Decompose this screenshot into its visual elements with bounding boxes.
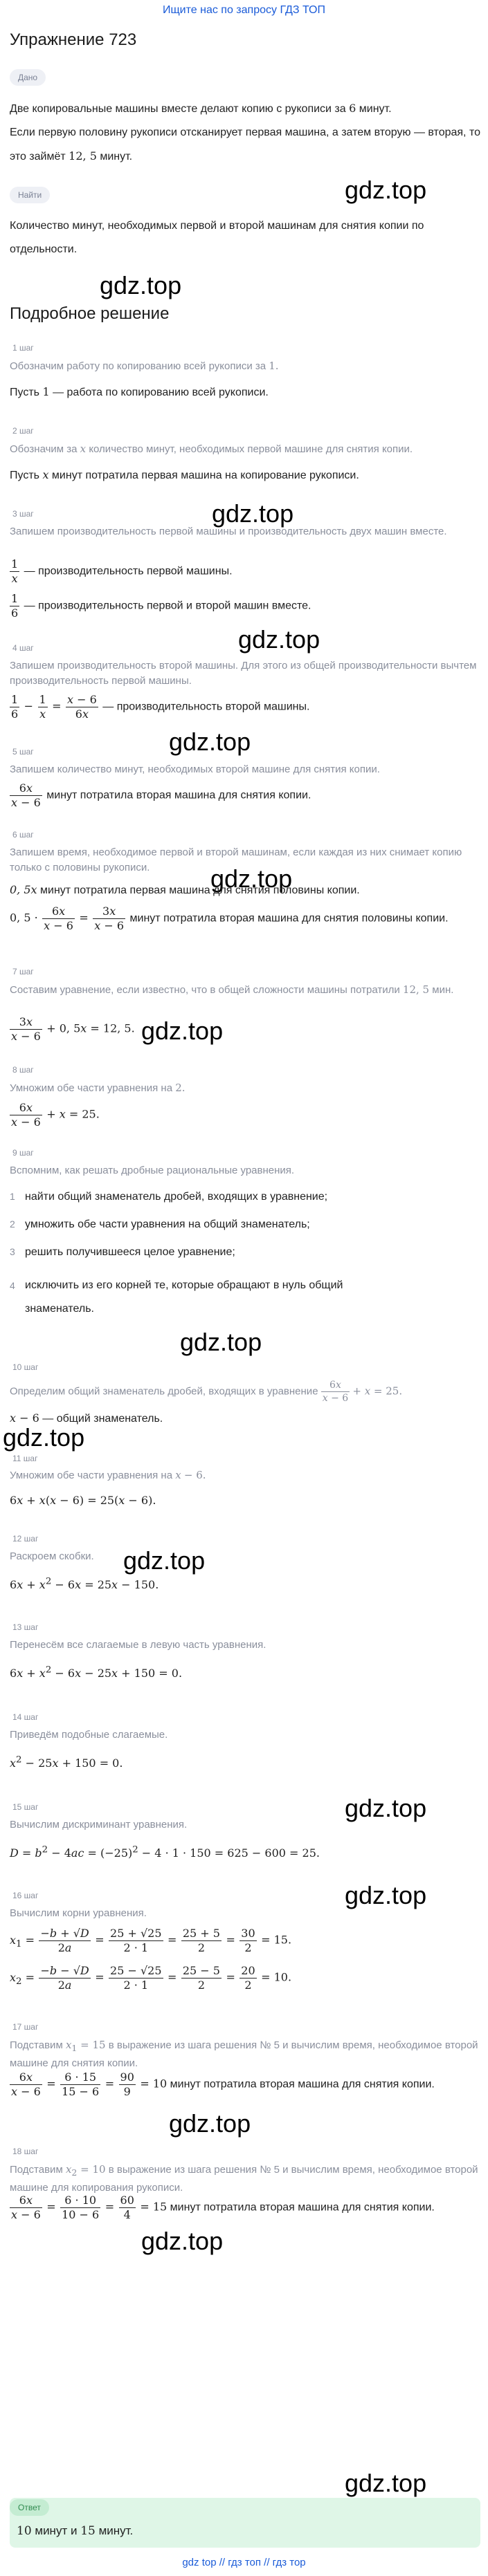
footer-link[interactable]: gdz top // гдз топ // гдз тор <box>182 2557 306 2568</box>
step-11-note: Умножим обе части уравнения на x − 6. <box>10 1469 206 1481</box>
step-1-note: Обозначим работу по копированию всей рукописи за 1. <box>10 360 279 372</box>
step-17-note: Подставим $x_1 = 15$ в выражение из шага решения № 5 и вычислим время, необходимое второй машине для снятия копии. <box>10 2039 478 2069</box>
list-item: 4 исключить из его корней те, которые обращают в нуль общий знаменатель. <box>10 1279 343 1315</box>
solution-title: Подробное решение <box>10 304 170 323</box>
step-15-label: 15 шаг <box>12 1802 39 1812</box>
watermark: gdz.top <box>141 2227 224 2255</box>
step-14-label: 14 шаг <box>12 1712 39 1722</box>
step-16-root-2: $x_2$ = $\frac{-b - √D}{2a}$ = $\frac{25 - √25}{2 \cdot 1}$ = $\frac{25 - 5}{2}$ = $\frac{20}{2}$ = 10. <box>10 1964 292 1992</box>
step-7-equation: $\frac{3x}{x - 6}$ + 0, 5x = 12, 5. <box>11 1015 135 1043</box>
step-7-label: 7 шаг <box>12 967 34 976</box>
step-13-equation: $6x + x^2 - 6x - 25x + 150 = 0$. <box>10 1665 183 1680</box>
step-5-label: 5 шаг <box>12 747 34 757</box>
step-14-note: Приведём подобные слагаемые. <box>10 1729 168 1741</box>
step-2-note: Обозначим за x количество минут, необходимых первой машине для снятия копии. <box>10 443 413 455</box>
watermark: gdz.top <box>345 1881 427 1909</box>
step-3-label: 3 шаг <box>12 509 34 519</box>
answer-text: 10 минут и 15 минут. <box>17 2524 134 2538</box>
step-16-root-1: $x_1$ = $\frac{-b + √D}{2a}$ = $\frac{25 + √25}{2 \cdot 1}$ = $\frac{25 + 5}{2}$ = $\frac{30}{2}$ = 15. <box>10 1927 292 1954</box>
step-14-equation: $x^2 - 25x + 150 = 0$. <box>10 1755 123 1770</box>
step-8-label: 8 шаг <box>12 1065 34 1075</box>
step-2-label: 2 шаг <box>12 426 34 436</box>
step-12-equation: $6x + x^2 - 6x = 25x - 150$. <box>10 1577 159 1592</box>
find-text: Количество минут, необходимых первой и второй машинам для снятия копии по отдельности. <box>10 220 424 255</box>
step-9-label: 9 шаг <box>12 1148 34 1158</box>
step-18-equation: $\frac{6x}{x - 6}$ = $\frac{6 \cdot 10}{10 - 6}$ = $\frac{60}{4}$ = 15 минут потратила вторая машина для снятия копии. <box>11 2194 435 2221</box>
watermark: gdz.top <box>180 1328 262 1356</box>
step-8-note: Умножим обе части уравнения на 2. <box>10 1082 186 1094</box>
step-6-line-1: 0, 5x минут потратила первая машина для снятия половины копии. <box>10 883 360 896</box>
step-4-equation: $\frac{1}{6}$ − $\frac{1}{x}$ = $\frac{x - 6}{6x}$ — производительность второй машины. <box>11 693 310 721</box>
step-13-note: Перенесём все слагаемые в левую часть уравнения. <box>10 1639 266 1651</box>
exercise-title: Упражнение 723 <box>10 30 137 49</box>
given-label: Дано <box>10 69 46 86</box>
given-text: Две копировальные машины вместе делают копию с рукописи за 6 минут. Если первую половину рукописи отсканирует первая машина, а затем вторую — вторая, то это займёт 12, 5 минут. <box>10 102 480 163</box>
list-item: 2 умножить обе части уравнения на общий знаменатель; <box>10 1218 310 1230</box>
step-5-note: Запишем количество минут, необходимых второй машине для снятия копии. <box>10 763 380 775</box>
search-hint-link[interactable]: Ищите нас по запросу ГДЗ ТОП <box>163 4 325 16</box>
step-17-equation: $\frac{6x}{x - 6}$ = $\frac{6 \cdot 15}{15 - 6}$ = $\frac{90}{9}$ = 10 минут потратила вторая машина для снятия копии. <box>11 2070 435 2098</box>
step-6-label: 6 шаг <box>12 830 34 840</box>
step-10-label: 10 шаг <box>12 1362 39 1372</box>
watermark: gdz.top <box>345 1794 427 1822</box>
step-1-text: Пусть 1 — работа по копированию всей рукописи. <box>10 385 269 398</box>
step-18-note: Подставим $x_2 = 10$ в выражение из шага решения № 5 и вычислим время, необходимое второй машине для копирования рукописи. <box>10 2163 478 2194</box>
watermark: gdz.top <box>345 2469 427 2497</box>
step-12-note: Раскроем скобки. <box>10 1550 94 1562</box>
step-3-line-1: $\frac{1}{x}$ — производительность первой машины. <box>11 557 233 585</box>
list-item: 1 найти общий знаменатель дробей, входящих в уравнение; <box>10 1191 328 1203</box>
step-3-line-2: $\frac{1}{6}$ — производительность первой и второй машин вместе. <box>11 592 311 620</box>
watermark: gdz.top <box>169 2109 251 2138</box>
step-4-note: Запишем производительность второй машины. Для этого из общей производительности вычтем производительность первой машины. <box>10 660 477 687</box>
list-item: 3 решить получившееся целое уравнение; <box>10 1246 235 1258</box>
step-15-note: Вычислим дискриминант уравнения. <box>10 1819 188 1831</box>
step-16-label: 16 шаг <box>12 1891 39 1900</box>
step-4-label: 4 шаг <box>12 643 34 653</box>
watermark: gdz.top <box>3 1423 85 1452</box>
step-9-note: Вспомним, как решать дробные рациональные уравнения. <box>10 1165 295 1176</box>
watermark: gdz.top <box>169 728 251 756</box>
find-label: Найти <box>10 187 50 203</box>
step-18-label: 18 шаг <box>12 2147 39 2156</box>
answer-label: Ответ <box>10 2499 49 2516</box>
step-3-note: Запишем производительность первой машины и производительность двух машин вместе. <box>10 526 447 537</box>
step-2-text: Пусть x минут потратила первая машина на копирование рукописи. <box>10 468 359 481</box>
step-15-equation: $D = b^2 - 4ac = (-25)^2 - 4 \cdot 1 \cdot 150 = 625 - 600 = 25$. <box>10 1845 320 1860</box>
step-5-line: $\frac{6x}{x - 6}$ минут потратила вторая машина для снятия копии. <box>11 781 311 809</box>
step-12-label: 12 шаг <box>12 1534 39 1544</box>
step-7-note: Составим уравнение, если известно, что в общей сложности машины потратили 12, 5 мин. <box>10 983 454 996</box>
watermark: gdz.top <box>345 176 427 204</box>
step-11-label: 11 шаг <box>12 1454 38 1463</box>
step-16-note: Вычислим корни уравнения. <box>10 1907 147 1919</box>
watermark: gdz.top <box>141 1017 224 1045</box>
step-17-label: 17 шаг <box>12 2022 39 2032</box>
watermark: gdz.top <box>212 499 294 528</box>
watermark: gdz.top <box>123 1546 206 1575</box>
watermark: gdz.top <box>100 271 182 299</box>
watermark: gdz.top <box>210 864 293 893</box>
answer-box <box>10 2498 480 2548</box>
step-13-label: 13 шаг <box>12 1622 39 1632</box>
watermark: gdz.top <box>238 625 320 654</box>
step-10-note: Определим общий знаменатель дробей, входящих в уравнение $\frac{6x}{x - 6}$ + x = 25. <box>10 1380 403 1404</box>
step-1-label: 1 шаг <box>12 343 34 353</box>
step-11-equation: 6x + x(x − 6) = 25(x − 6). <box>10 1494 156 1507</box>
step-8-equation: $\frac{6x}{x - 6}$ + x = 25. <box>11 1101 100 1129</box>
step-6-line-2: 0, 5 · $\frac{6x}{x - 6}$ = $\frac{3x}{x - 6}$ минут потратила вторая машина для снятия половины копии. <box>10 905 449 932</box>
step-6-note: Запишем время, необходимое первой и второй машинам, если каждая из них снимает копию только с половины рукописи. <box>10 846 462 873</box>
step-10-line: x − 6 — общий знаменатель. <box>10 1411 163 1425</box>
